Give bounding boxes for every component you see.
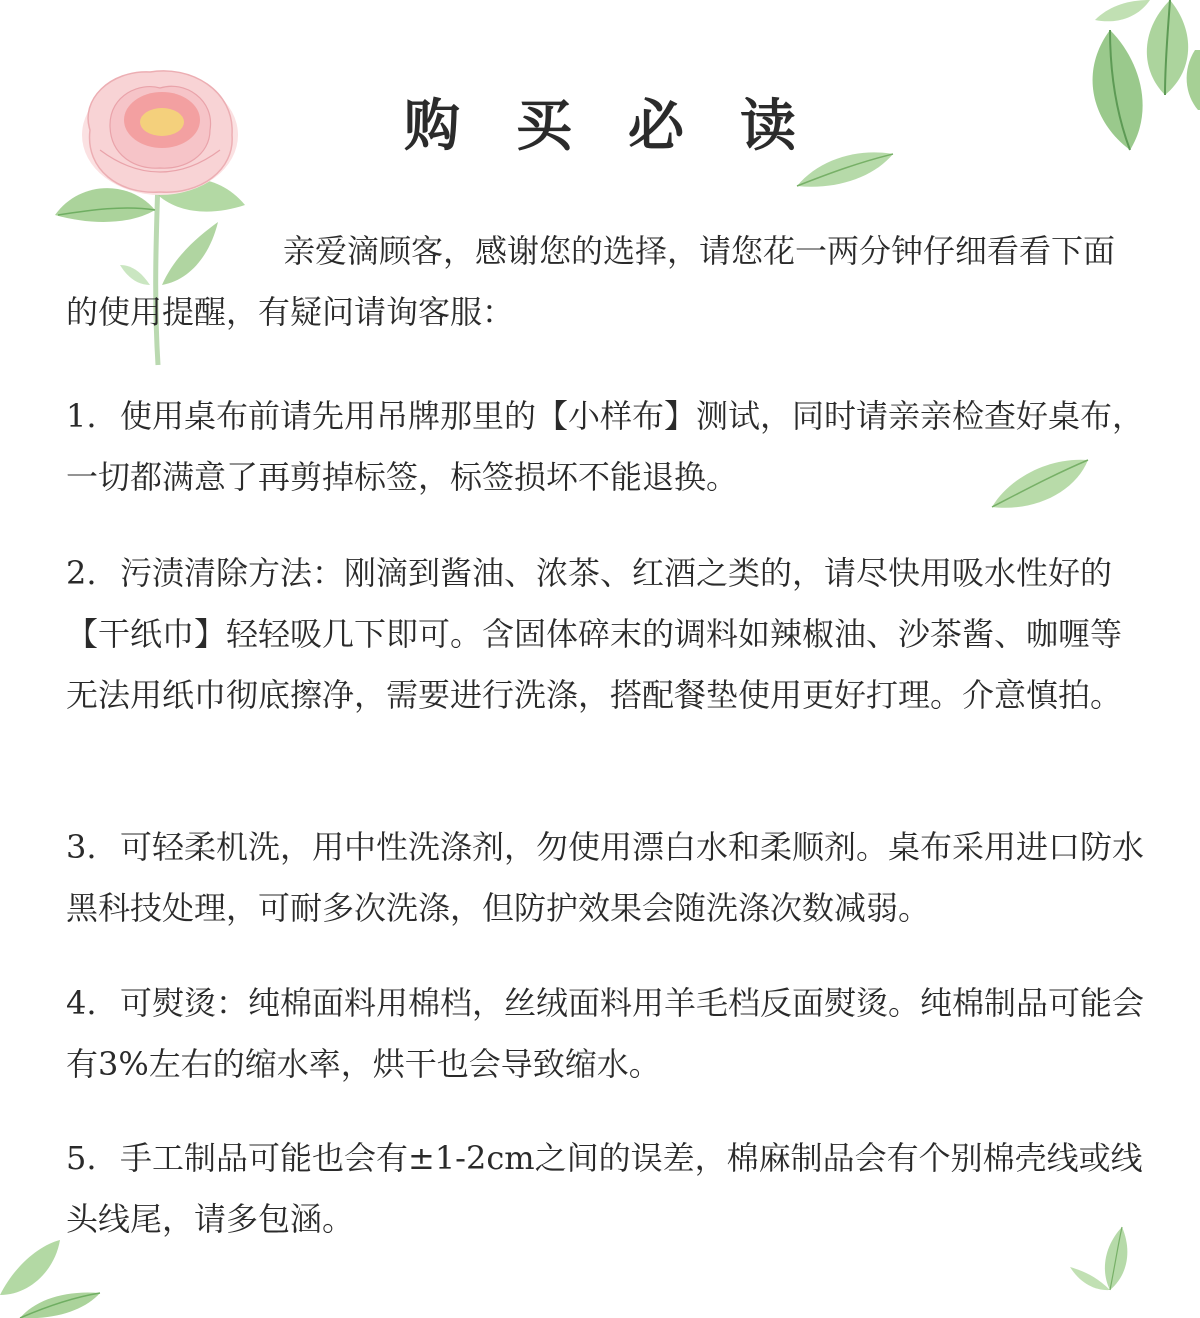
title-char: 买 [516, 93, 572, 159]
item-text: 污渍清除方法：刚滴到酱油、浓茶、红酒之类的，请尽快用吸水性好的【干纸巾】轻轻吸几下即可。含固体碎末的调料如辣椒油、沙茶酱、咖喱等无法用纸巾彻底擦净，需要进行洗涤，搭配餐垫使用更好打理。介意慎拍。 [66, 554, 1123, 714]
item-text: 手工制品可能也会有±1-2cm之间的误差，棉麻制品会有个别棉壳线或线头线尾，请多包涵。 [66, 1139, 1143, 1238]
page-title [0, 82, 1200, 162]
item-number: 1. [66, 397, 97, 435]
item-number: 2. [66, 554, 97, 592]
notice-item-3 [66, 817, 1146, 939]
item-text: 可熨烫：纯棉面料用棉档，丝绒面料用羊毛档反面熨烫。纯棉制品可能会有3%左右的缩水率，烘干也会导致缩水。 [66, 984, 1145, 1083]
notice-item-2 [66, 543, 1146, 726]
notice-item-4 [66, 973, 1146, 1095]
notice-item-1 [66, 386, 1146, 508]
item-number: 4. [66, 984, 97, 1022]
title-char: 读 [740, 93, 796, 159]
notice-item-5 [66, 1128, 1146, 1250]
item-number: 5. [66, 1139, 97, 1177]
title-char: 购 [404, 93, 460, 159]
item-text: 使用桌布前请先用吊牌那里的【小样布】测试，同时请亲亲检查好桌布，一切都满意了再剪掉标签，标签损坏不能退换。 [66, 397, 1145, 496]
intro-paragraph: 亲爱滴顾客，感谢您的选择，请您花一两分钟仔细看看下面的使用提醒，有疑问请询客服： [66, 232, 1116, 331]
item-number: 3. [66, 828, 97, 866]
item-text: 可轻柔机洗，用中性洗涤剂，勿使用漂白水和柔顺剂。桌布采用进口防水黑科技处理，可耐多次洗涤，但防护效果会随洗涤次数减弱。 [66, 828, 1145, 927]
title-char: 必 [628, 93, 684, 159]
